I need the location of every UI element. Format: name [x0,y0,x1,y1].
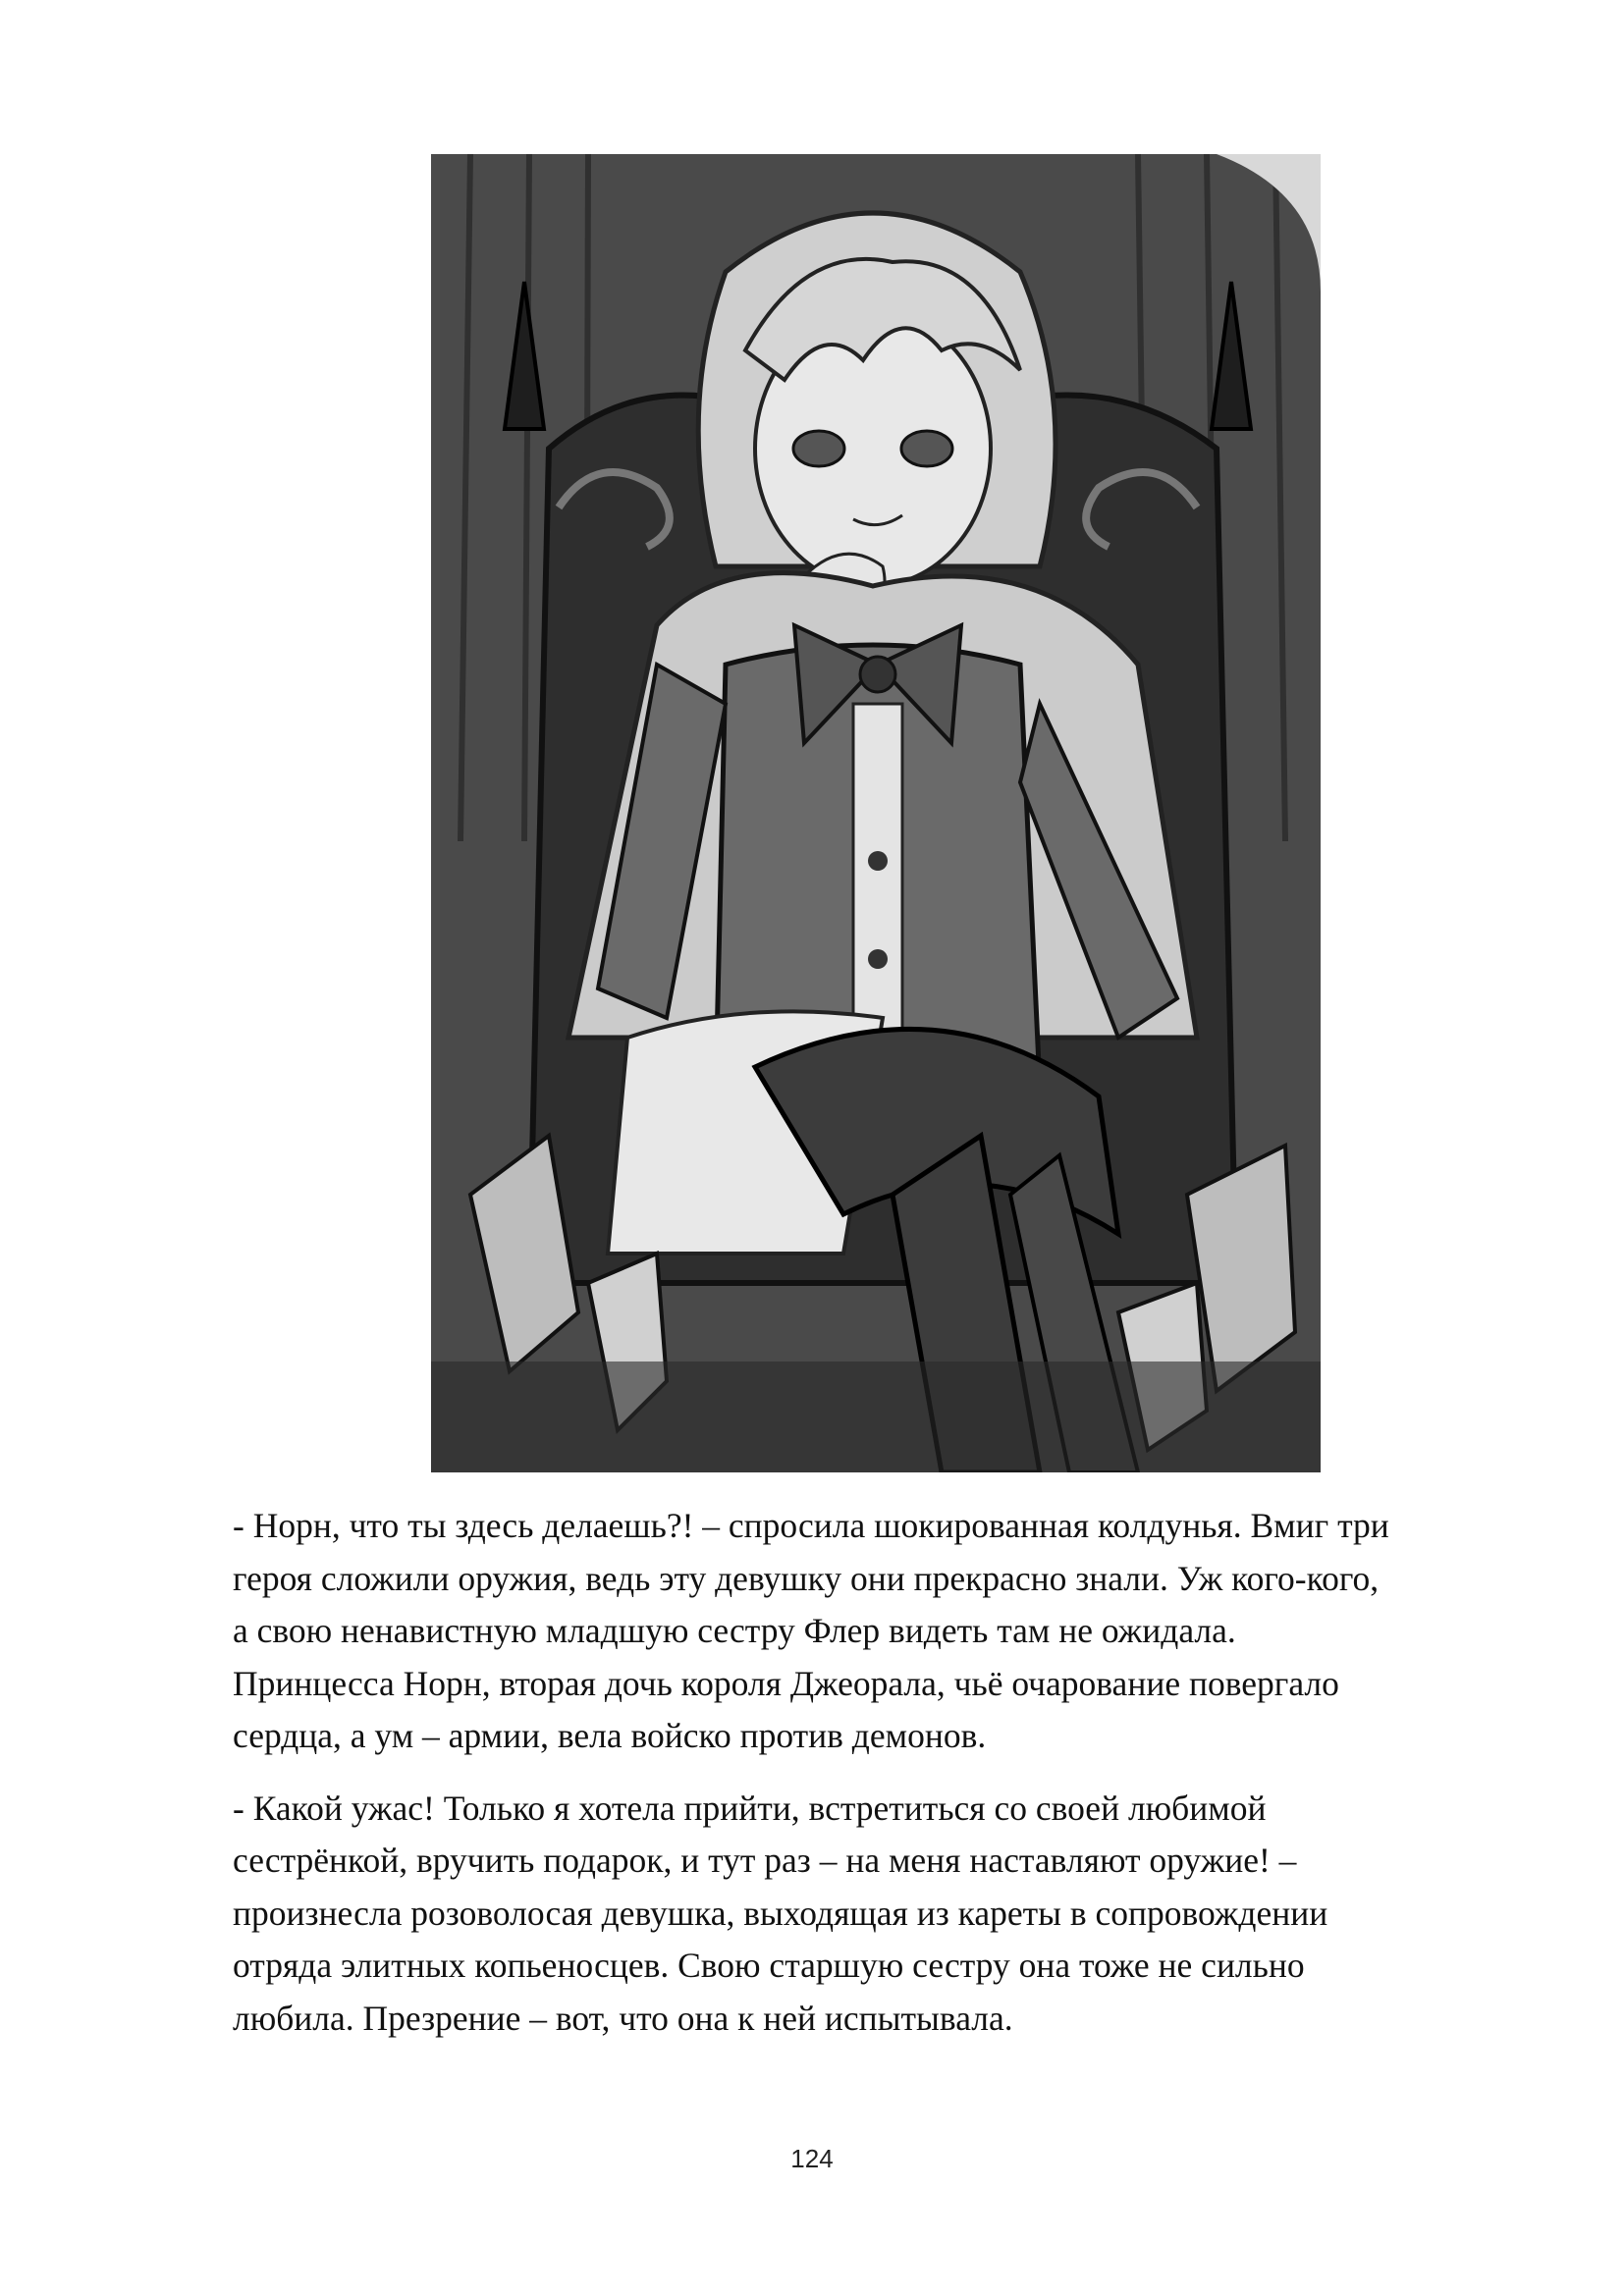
paragraph-2: - Какой ужас! Только я хотела прийти, встретиться со своей любимой сестрёнкой, вручить подарок, и тут раз – на меня наставляют оружие! – произнесла розоволосая девушка, выходящая из кареты в сопровождении отряда элитных копьеносцев. Свою старшую сестру она тоже не сильно любила. Презрение – вот, что она к ней испытывала. [233,1788,1328,2038]
paragraph-1: - Норн, что ты здесь делаешь?! – спросила шокированная колдунья. Вмиг три героя сложили оружия, ведь эту девушку они прекрасно знали. Уж кого-кого, а свою ненавистную младшую сестру Флер видеть там не ожидала. Принцесса Норн, вторая дочь короля Джеорала, чьё очарование повергало сердца, а ум – армии, вела войско против демонов. [233,1506,1389,1755]
story-text [233,1500,1499,2045]
page-number: 124 [790,2144,834,2173]
throne-girl-illustration [431,154,1321,1472]
